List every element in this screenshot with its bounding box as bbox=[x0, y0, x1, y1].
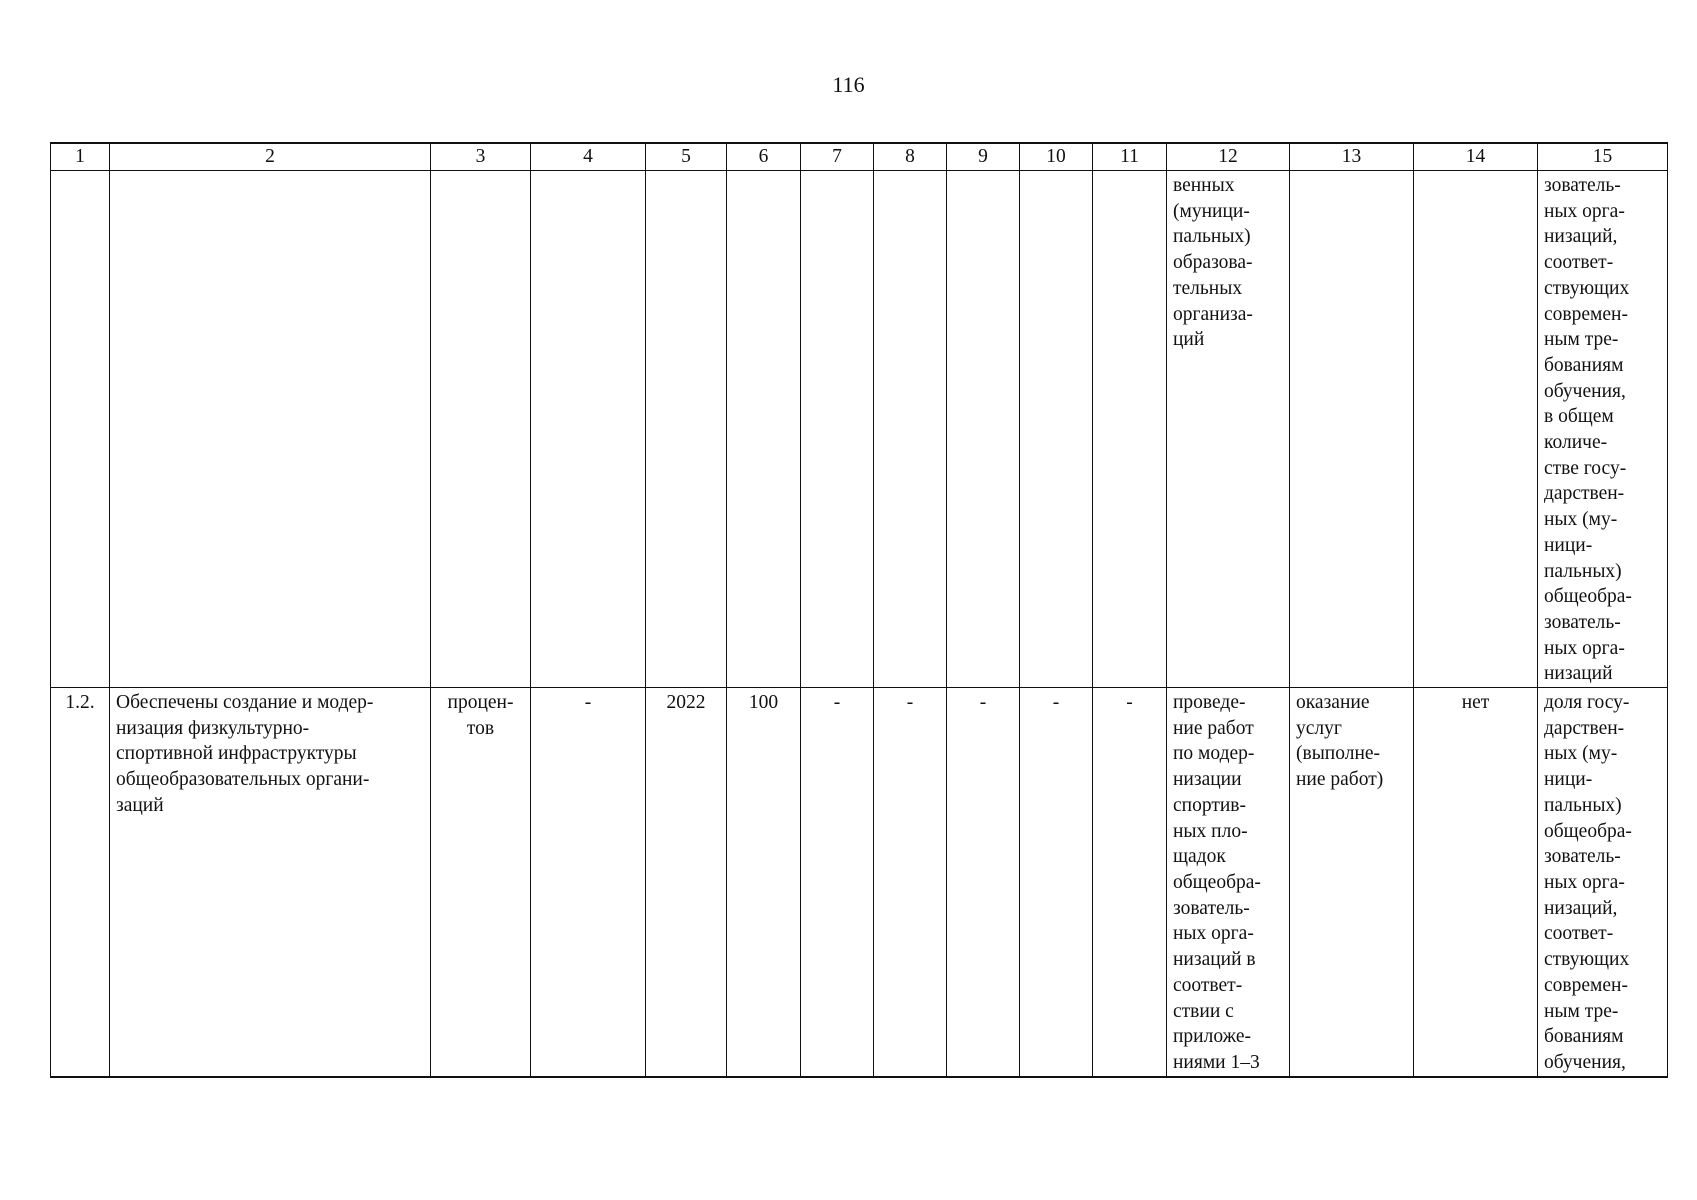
indicators-table bbox=[50, 142, 1668, 1078]
cell-col6: 100 bbox=[727, 688, 801, 1077]
column-number: 1 bbox=[51, 143, 110, 171]
cell-col14: нет bbox=[1414, 688, 1538, 1077]
cell-type bbox=[1290, 171, 1414, 688]
column-number-row bbox=[51, 143, 1668, 171]
column-number: 13 bbox=[1290, 143, 1414, 171]
cell-activities: проведе- ние работ по модер- низации спортив- ных пло- щадок общеобра- зователь- ных орга- низаций в соответ- ствии с приложе- ниями 1–3 bbox=[1167, 688, 1290, 1077]
column-number: 15 bbox=[1538, 143, 1668, 171]
cell-task bbox=[110, 171, 431, 688]
column-number: 2 bbox=[110, 143, 431, 171]
cell-col8 bbox=[874, 171, 947, 688]
cell-col10 bbox=[1020, 171, 1093, 688]
column-number: 3 bbox=[431, 143, 531, 171]
cell-col4 bbox=[531, 171, 646, 688]
cell-col7: - bbox=[801, 688, 874, 1077]
cell-task: Обеспечены создание и модер- низация физкультурно- спортивной инфраструктуры общеобразовательных органи- заций bbox=[110, 688, 431, 1077]
column-number: 9 bbox=[947, 143, 1020, 171]
cell-col10: - bbox=[1020, 688, 1093, 1077]
cell-indicator: зователь- ных орга- низаций, соответ- ствующих современ- ным тре- бованиям обучения, в общем количе- стве госу- дарствен- ных (му- ници- пальных) общеобра- зователь- ных орга- низаций bbox=[1538, 171, 1668, 688]
cell-type: оказание услуг (выполне- ние работ) bbox=[1290, 688, 1414, 1077]
column-number: 4 bbox=[531, 143, 646, 171]
column-number: 12 bbox=[1167, 143, 1290, 171]
cell-year bbox=[646, 171, 727, 688]
cell-col11: - bbox=[1093, 688, 1167, 1077]
cell-col9: - bbox=[947, 688, 1020, 1077]
column-number: 5 bbox=[646, 143, 727, 171]
column-number: 14 bbox=[1414, 143, 1538, 171]
cell-number: 1.2. bbox=[51, 688, 110, 1077]
cell-year: 2022 bbox=[646, 688, 727, 1077]
cell-unit bbox=[431, 171, 531, 688]
cell-indicator: доля госу- дарствен- ных (му- ници- пальных) общеобра- зователь- ных орга- низаций, соответ- ствующих современ- ным тре- бованиям обучения, bbox=[1538, 688, 1668, 1077]
cell-col4: - bbox=[531, 688, 646, 1077]
cell-col9 bbox=[947, 171, 1020, 688]
cell-number bbox=[51, 171, 110, 688]
cell-col6 bbox=[727, 171, 801, 688]
column-number: 6 bbox=[727, 143, 801, 171]
cell-unit: процен- тов bbox=[431, 688, 531, 1077]
column-number: 8 bbox=[874, 143, 947, 171]
column-number: 11 bbox=[1093, 143, 1167, 171]
cell-col11 bbox=[1093, 171, 1167, 688]
cell-activities: венных (муници- пальных) образова- тельных организа- ций bbox=[1167, 171, 1290, 688]
column-number: 7 bbox=[801, 143, 874, 171]
page-number: 116 bbox=[832, 72, 865, 97]
cell-col14 bbox=[1414, 171, 1538, 688]
table-row bbox=[51, 688, 1668, 1077]
table-row bbox=[51, 171, 1668, 688]
column-number: 10 bbox=[1020, 143, 1093, 171]
cell-col8: - bbox=[874, 688, 947, 1077]
cell-col7 bbox=[801, 171, 874, 688]
